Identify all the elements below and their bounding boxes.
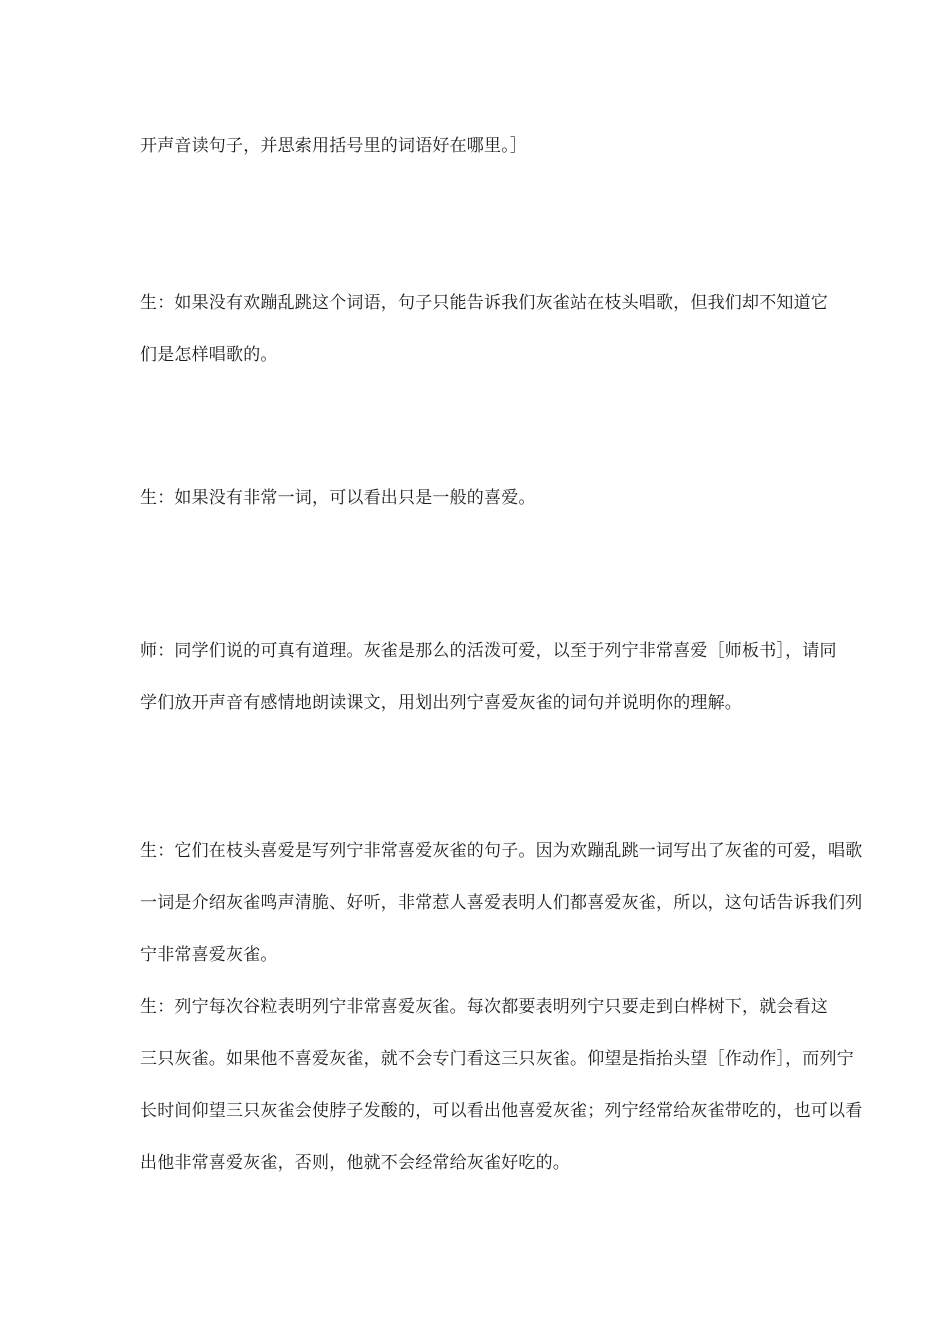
text-line: 师：同学们说的可真有道理。灰雀是那么的活泼可爱，以至于列宁非常喜爱［师板书］，请同 bbox=[140, 641, 837, 660]
paragraph-teacher-remark bbox=[140, 625, 837, 729]
text-line: 长时间仰望三只灰雀会使脖子发酸的，可以看出他喜爱灰雀；列宁经常给灰雀带吃的，也可以看 bbox=[140, 1101, 863, 1120]
text-line: 开声音读句子，并思索用括号里的词语好在哪里。］ bbox=[140, 136, 528, 155]
text-line: 生：如果没有非常一词，可以看出只是一般的喜爱。 bbox=[140, 488, 536, 507]
document-content bbox=[140, 0, 863, 1189]
text-line: 生：它们在枝头喜爱是写列宁非常喜爱灰雀的句子。因为欢蹦乱跳一词写出了灰雀的可爱，唱歌 bbox=[140, 841, 863, 860]
paragraph-student-answer-1 bbox=[140, 277, 828, 381]
text-line: 生：如果没有欢蹦乱跳这个词语，句子只能告诉我们灰雀站在枝头唱歌，但我们却不知道它 bbox=[140, 293, 828, 312]
text-line: 们是怎样唱歌的。 bbox=[140, 345, 278, 364]
text-line: 三只灰雀。如果他不喜爱灰雀，就不会专门看这三只灰雀。仰望是指抬头望［作动作］，而列宁 bbox=[140, 1049, 854, 1068]
text-line: 出他非常喜爱灰雀，否则，他就不会经常给灰雀好吃的。 bbox=[140, 1153, 570, 1172]
text-line: 一词是介绍灰雀鸣声清脆、好听，非常惹人喜爱表明人们都喜爱灰雀，所以，这句话告诉我们列 bbox=[140, 893, 863, 912]
text-line: 生：列宁每次谷粒表明列宁非常喜爱灰雀。每次都要表明列宁只要走到白桦树下，就会看这 bbox=[140, 997, 828, 1016]
paragraph-student-answer-2 bbox=[140, 472, 816, 524]
text-line: 宁非常喜爱灰雀。 bbox=[140, 945, 278, 964]
paragraph-fragment bbox=[140, 120, 816, 172]
paragraph-student-answer-3 bbox=[140, 825, 863, 981]
text-line: 学们放开声音有感情地朗读课文，用划出列宁喜爱灰雀的词句并说明你的理解。 bbox=[140, 693, 742, 712]
paragraph-student-answer-4 bbox=[140, 981, 863, 1189]
